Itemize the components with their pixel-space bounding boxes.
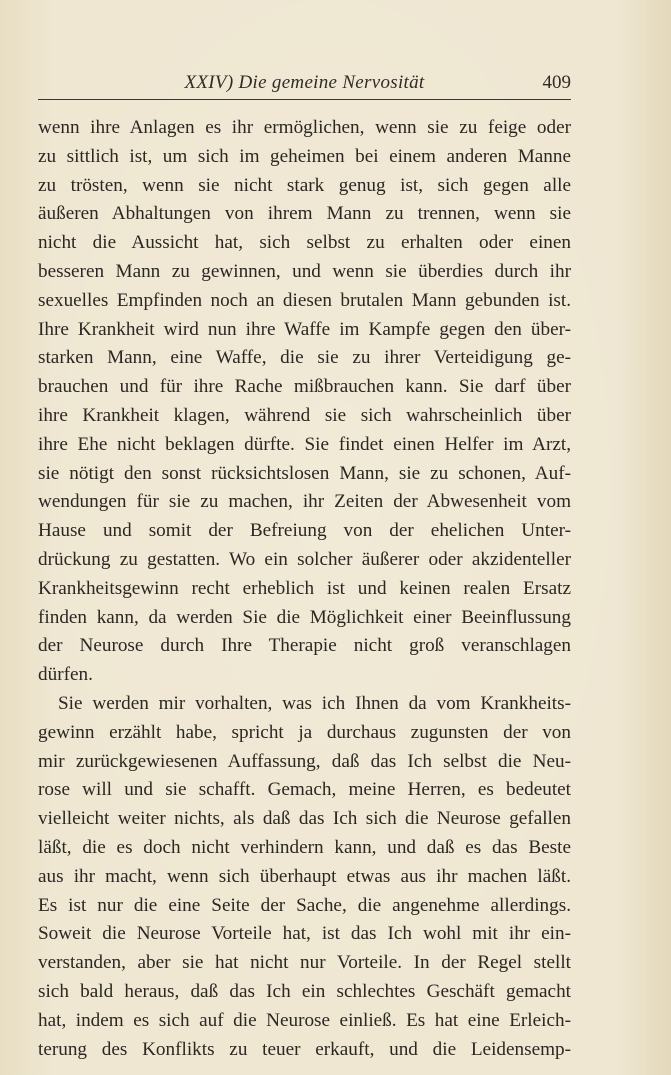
text-line: hat, indem es sich auf die Neurose einließ. Es hat eine Erleich-	[38, 1009, 571, 1031]
text-line: sexuelles Empfinden noch an diesen brutalen Mann gebunden ist.	[38, 289, 571, 311]
running-title: XXIV) Die gemeine Nervosität	[184, 72, 425, 93]
text-line: aus ihr macht, wenn sich überhaupt etwas aus ihr machen läßt.	[38, 865, 571, 887]
text-line: äußeren Abhaltungen von ihrem Mann zu trennen, wenn sie	[38, 203, 571, 225]
text-line: besseren Mann zu gewinnen, und wenn sie überdies durch ihr	[38, 260, 571, 282]
text-line: sich bald heraus, daß das Ich ein schlechtes Geschäft gemacht	[38, 980, 571, 1002]
text-line: ihre Krankheit klagen, während sie sich wahrscheinlich über	[38, 404, 571, 426]
text-line: vielleicht weiter nichts, als daß das Ich sich die Neurose gefallen	[38, 808, 571, 830]
page-number: 409	[542, 72, 571, 93]
text-line: finden kann, da werden Sie die Möglichkeit einer Beeinflussung	[38, 606, 571, 628]
text-line: wenn ihre Anlagen es ihr ermöglichen, wenn sie zu feige oder	[38, 117, 571, 138]
text-line: ihre Ehe nicht beklagen dürfte. Sie findet einen Helfer im Arzt,	[38, 433, 571, 455]
text-line: brauchen und für ihre Rache mißbrauchen kann. Sie darf über	[38, 376, 571, 398]
text-line: starken Mann, eine Waffe, die sie zu ihrer Verteidigung ge-	[38, 347, 571, 369]
text-line: gewinn erzählt habe, spricht ja durchaus zugunsten der von	[38, 721, 571, 743]
text-line: sie nötigt den sonst rücksichtslosen Mann, sie zu schonen, Auf-	[38, 462, 571, 484]
text-line: zu sittlich ist, um sich im geheimen bei einem anderen Manne	[38, 145, 571, 167]
text-line: Es ist nur die eine Seite der Sache, die angenehme allerdings.	[38, 894, 571, 916]
text-line: terung des Konflikts zu teuer erkauft, und die Leidensemp-	[38, 1038, 571, 1060]
text-line: dürfen.	[38, 664, 93, 686]
body-text	[38, 114, 571, 1064]
header-rule	[38, 99, 571, 100]
text-line: läßt, die es doch nicht verhindern kann, und daß es das Beste	[38, 836, 571, 858]
text-line: rose will und sie schafft. Gemach, meine Herren, es bedeutet	[38, 779, 571, 801]
paragraph-2	[38, 690, 571, 1064]
text-line: wendungen für sie zu machen, ihr Zeiten der Abwesenheit vom	[38, 491, 571, 513]
paragraph-1	[38, 114, 571, 690]
text-line: drückung zu gestatten. Wo ein solcher äußerer oder akzidenteller	[38, 548, 571, 570]
text-line: mir zurückgewiesenen Auffassung, daß das Ich selbst die Neu-	[38, 750, 571, 772]
text-line: Hause und somit der Befreiung von der ehelichen Unter-	[38, 520, 571, 542]
text-line: Sie werden mir vorhalten, was ich Ihnen da vom Krankheits-	[58, 692, 571, 714]
text-line: Ihre Krankheit wird nun ihre Waffe im Kampfe gegen den über-	[38, 318, 571, 340]
text-line: zu trösten, wenn sie nicht stark genug ist, sich gegen alle	[38, 174, 571, 196]
running-head	[38, 68, 571, 98]
text-line: nicht die Aussicht hat, sich selbst zu erhalten oder einen	[38, 232, 571, 254]
text-line: Krankheitsgewinn recht erheblich ist und keinen realen Ersatz	[38, 577, 571, 599]
text-line: Soweit die Neurose Vorteile hat, ist das Ich wohl mit ihr ein-	[38, 923, 571, 945]
text-line: der Neurose durch Ihre Therapie nicht groß veranschlagen	[38, 635, 571, 657]
text-line: verstanden, aber sie hat nicht nur Vorteile. In der Regel stellt	[38, 952, 571, 974]
